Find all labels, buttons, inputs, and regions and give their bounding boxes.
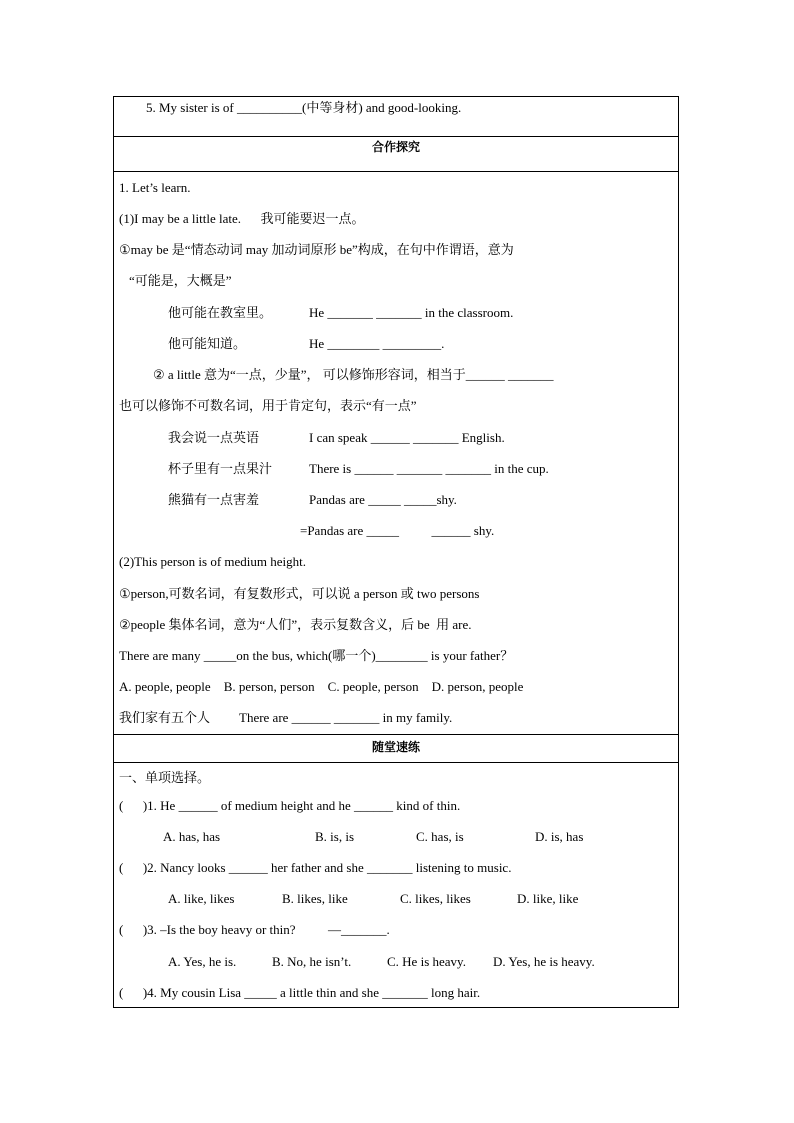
example-chinese: 我会说一点英语 bbox=[168, 430, 260, 445]
example-chinese: 我们家有五个人 bbox=[119, 710, 211, 725]
example-chinese: 杯子里有一点果汁 bbox=[168, 461, 273, 476]
section-heading-practice: 随堂速练 bbox=[371, 740, 420, 754]
question-3-option-a: A. Yes, he is. bbox=[168, 954, 237, 969]
row-divider bbox=[113, 171, 679, 172]
question-2-option-b: B. likes, like bbox=[282, 891, 348, 906]
question-2-option-d: D. like, like bbox=[517, 891, 579, 906]
example-chinese: 他可能在教室里。 bbox=[168, 305, 273, 320]
example-english: He ________ _________. bbox=[309, 336, 445, 351]
question-3-option-b: B. No, he isn’t. bbox=[272, 954, 352, 969]
practice-title: 一、单项选择。 bbox=[119, 770, 211, 785]
example-chinese: 他可能知道。 bbox=[168, 336, 247, 351]
example-english: There is ______ _______ _______ in the cup. bbox=[309, 461, 549, 476]
question-1-option-c: C. has, is bbox=[416, 829, 464, 844]
example-english: I can speak ______ _______ English. bbox=[309, 430, 505, 445]
question-2: ( )2. Nancy looks ______ her father and she _______ listening to music. bbox=[119, 860, 512, 875]
example-chinese: 熊猫有一点害羞 bbox=[168, 492, 260, 507]
learn-note: “可能是，大概是” bbox=[129, 273, 232, 288]
question-3: ( )3. –Is the boy heavy or thin? —_______. bbox=[119, 922, 390, 937]
question-2-option-c: C. likes, likes bbox=[400, 891, 471, 906]
example-english: He _______ _______ in the classroom. bbox=[309, 305, 514, 320]
question-3-option-d: D. Yes, he is heavy. bbox=[493, 954, 595, 969]
example-english: =Pandas are _____ ______ shy. bbox=[300, 523, 495, 538]
question-4: ( )4. My cousin Lisa _____ a little thin and she _______ long hair. bbox=[119, 985, 481, 1000]
question-options: A. people, people B. person, person C. people, person D. person, people bbox=[119, 679, 524, 694]
learn-note: ①person,可数名词，有复数形式，可以说 a person 或 two persons bbox=[119, 586, 480, 601]
learn-note: ②people 集体名词，意为“人们”，表示复数含义，后 be 用 are. bbox=[119, 617, 472, 632]
row-divider bbox=[113, 734, 679, 735]
section-heading-cooperate: 合作探究 bbox=[371, 140, 420, 154]
question-3-option-c: C. He is heavy. bbox=[387, 954, 466, 969]
question-1: ( )1. He ______ of medium height and he ______ kind of thin. bbox=[119, 798, 461, 813]
question-1-option-b: B. is, is bbox=[315, 829, 355, 844]
learn-note: ② a little 意为“一点，少量”， 可以修饰形容词，相当于______ _______ bbox=[153, 367, 554, 382]
learn-sentence-2: (2)This person is of medium height. bbox=[119, 554, 307, 569]
top-fill-in-item: 5. My sister is of __________(中等身材) and good-looking. bbox=[146, 100, 462, 115]
example-english: Pandas are _____ _____shy. bbox=[309, 492, 457, 507]
question-1-option-d: D. is, has bbox=[535, 829, 584, 844]
learn-sentence-1: (1)I may be a little late. 我可能要迟一点。 bbox=[119, 211, 365, 226]
question-line: There are many _____on the bus, which(哪一个)________ is your father？ bbox=[119, 648, 514, 663]
learn-note: ①may be 是“情态动词 may 加动词原形 be”构成，在句中作谓语，意为 bbox=[119, 242, 514, 257]
example-english: There are ______ _______ in my family. bbox=[239, 710, 453, 725]
question-1-option-a: A. has, has bbox=[163, 829, 221, 844]
learn-note: 也可以修饰不可数名词，用于肯定句，表示“有一点” bbox=[119, 398, 417, 413]
row-divider bbox=[113, 762, 679, 763]
question-2-option-a: A. like, likes bbox=[168, 891, 235, 906]
learn-title: 1. Let’s learn. bbox=[119, 180, 191, 195]
row-divider bbox=[113, 136, 679, 137]
